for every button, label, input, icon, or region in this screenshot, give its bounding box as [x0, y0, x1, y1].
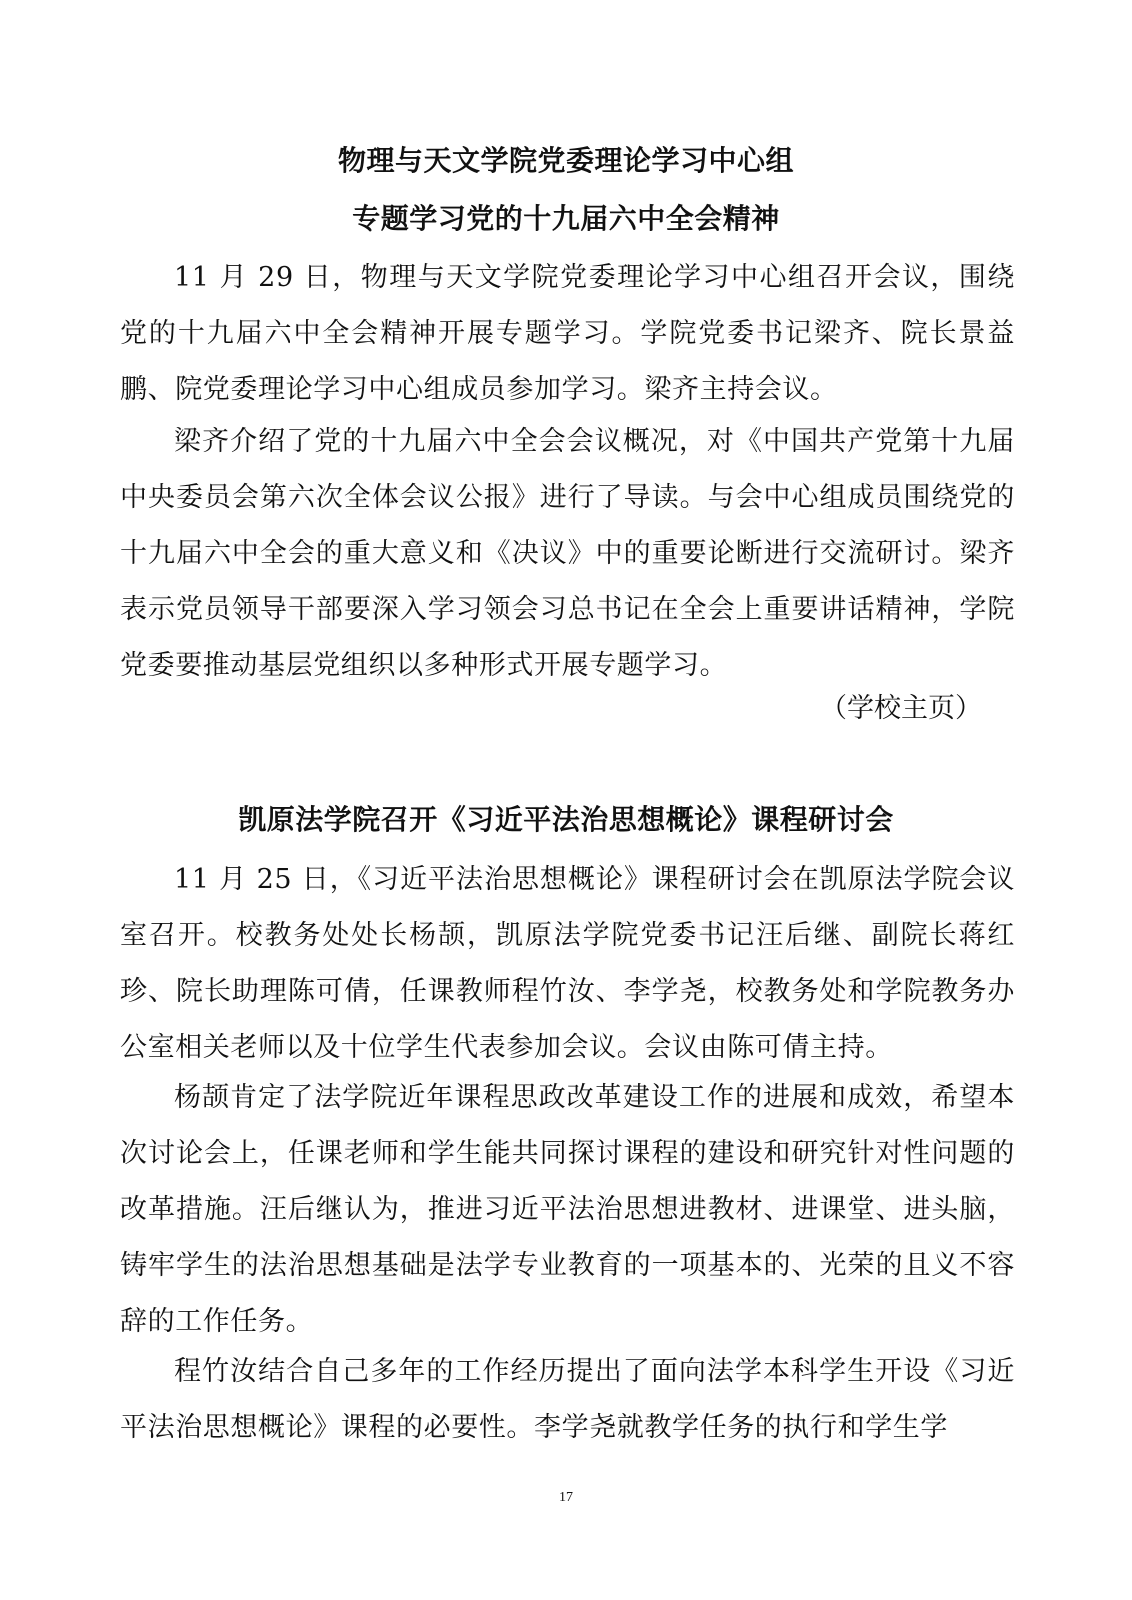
article2-paragraph-2: 杨颉肯定了法学院近年课程思政改革建设工作的进展和成效，希望本次讨论会上，任课老师和学生能共同探讨课程的建设和研究针对性问题的改革措施。汪后继认为，推进习近平法治思想进教材、进课堂、进头脑，铸牢学生的法治思想基础是法学专业教育的一项基本的、光荣的且义不容辞的工作任务。	[120, 1082, 1015, 1337]
article2-paragraph-1: 11 月 25 日，《习近平法治思想概论》课程研讨会在凯原法学院会议室召开。校教务处处长杨颉，凯原法学院党委书记汪后继、副院长蒋红珍、院长助理陈可倩，任课教师程竹汝、李学尧，校教务处和学院教务办公室相关老师以及十位学生代表参加会议。会议由陈可倩主持。	[120, 864, 1015, 1063]
article1-title-line1: 物理与天文学院党委理论学习中心组	[337, 144, 794, 177]
article1-title-line2: 专题学习党的十九届六中全会精神	[352, 202, 780, 235]
article1-paragraph-1: 11 月 29 日，物理与天文学院党委理论学习中心组召开会议，围绕党的十九届六中全会精神开展专题学习。学院党委书记梁齐、院长景益鹏、院党委理论学习中心组成员参加学习。梁齐主持会议。	[120, 262, 1015, 405]
page-number: 17	[559, 1490, 573, 1505]
article2-paragraph-3: 程竹汝结合自己多年的工作经历提出了面向法学本科学生开设《习近平法治思想概论》课程的必要性。李学尧就教学任务的执行和学生学	[120, 1356, 1015, 1443]
article1-paragraph-2: 梁齐介绍了党的十九届六中全会会议概况，对《中国共产党第十九届中央委员会第六次全体会议公报》进行了导读。与会中心组成员围绕党的十九届六中全会的重大意义和《决议》中的重要论断进行交流研讨。梁齐表示党员领导干部要深入学习领会习总书记在全会上重要讲话精神，学院党委要推动基层党组织以多种形式开展专题学习。	[120, 426, 1015, 681]
article2-title: 凯原法学院召开《习近平法治思想概论》课程研讨会	[238, 803, 894, 836]
article1-source: （学校主页）	[820, 693, 982, 724]
